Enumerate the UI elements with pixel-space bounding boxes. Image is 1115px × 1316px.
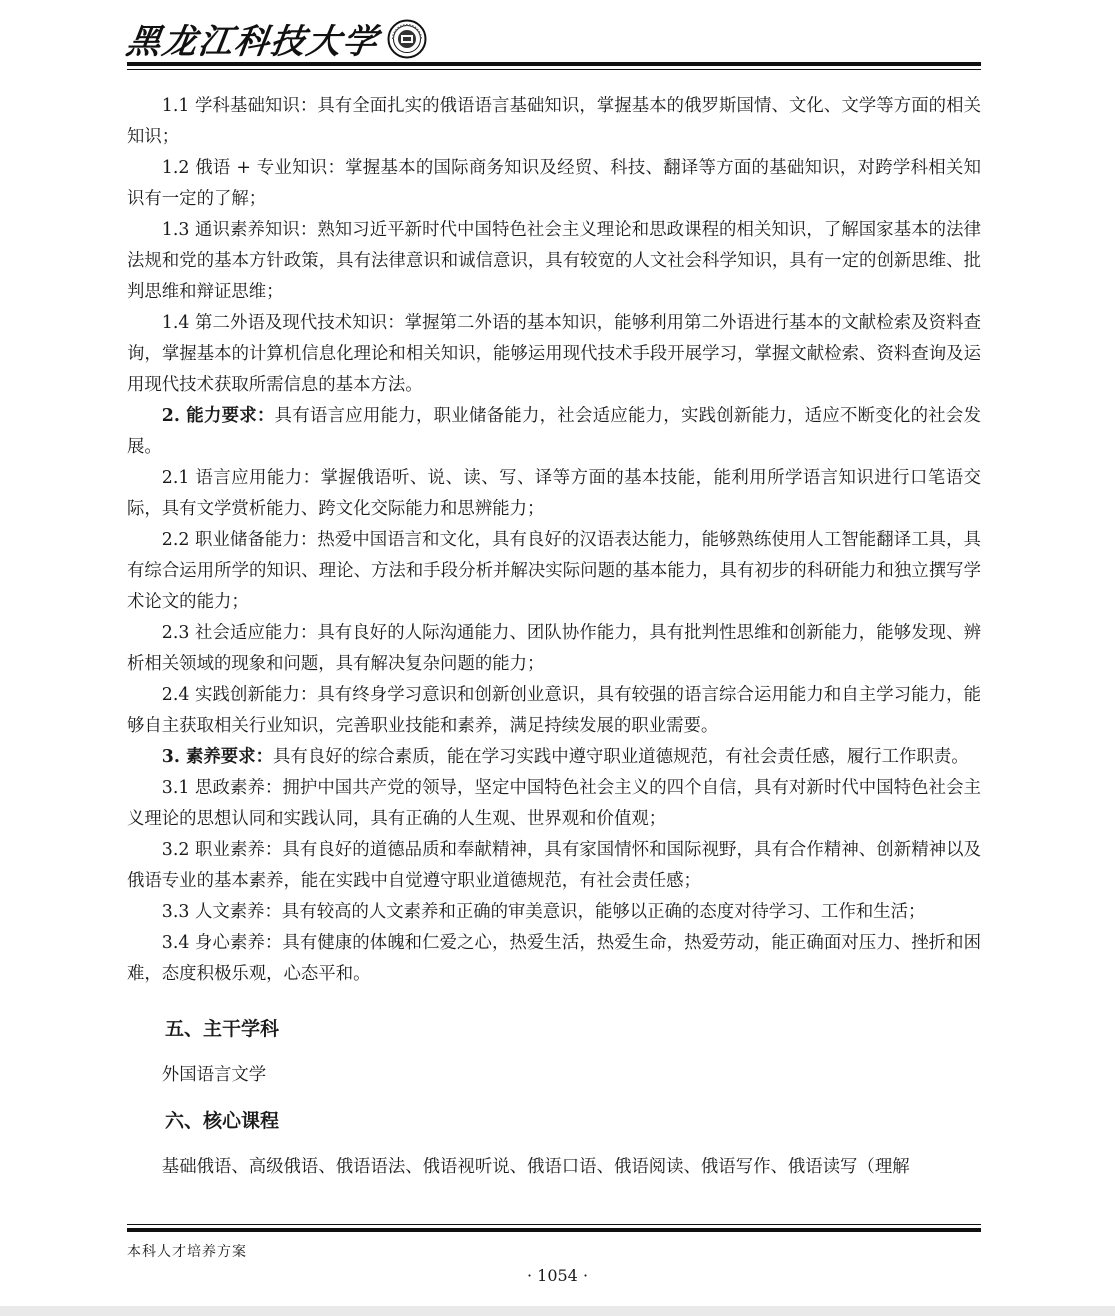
footer-document-name: 本科人才培养方案: [127, 1244, 247, 1260]
section-6-body: 基础俄语、高级俄语、俄语语法、俄语视听说、俄语口语、俄语阅读、俄语写作、俄语读写（理解: [161, 1157, 910, 1177]
document-body: [127, 91, 981, 1190]
ability-text: 具有语言应用能力，职业储备能力，社会适应能力，实践创新能力，适应不断变化的社会发展。: [127, 406, 981, 457]
paragraph-2-4: 2.4 实践创新能力：具有终身学习意识和创新创业意识，具有较强的语言综合运用能力和自主学习能力，能够自主获取相关行业知识，完善职业技能和素养，满足持续发展的职业需要。: [127, 685, 981, 736]
header-rule-thin: [127, 69, 981, 70]
paragraph-3-3: 3.3 人文素养：具有较高的人文素养和正确的审美意识，能够以正确的态度对待学习、工作和生活；: [161, 902, 926, 922]
university-seal-icon: [387, 19, 427, 59]
header-rule-thick: [127, 62, 981, 66]
section-5-body: 外国语言文学: [161, 1065, 267, 1085]
paragraph-1-1: 1.1 学科基础知识：具有全面扎实的俄语语言基础知识，掌握基本的俄罗斯国情、文化、文学等方面的相关知识；: [127, 96, 981, 147]
paragraph-3-2: 3.2 职业素养：具有良好的道德品质和奉献精神，具有家国情怀和国际视野，具有合作精神、创新精神以及俄语专业的基本素养，能在实践中自觉遵守职业道德规范，有社会责任感；: [127, 840, 981, 891]
university-logo-text: 黑龙江科技大学: [123, 22, 382, 62]
paragraph-2-2: 2.2 职业储备能力：热爱中国语言和文化，具有良好的汉语表达能力，能够熟练使用人工智能翻译工具，具有综合运用所学的知识、理论、方法和手段分析并解决实际问题的基本能力，具有初步的科研能力和独立撰写学术论文的能力；: [127, 530, 981, 612]
footer-rule-thick: [127, 1228, 981, 1232]
paragraph-1-3: 1.3 通识素养知识：熟知习近平新时代中国特色社会主义理论和思政课程的相关知识，了解国家基本的法律法规和党的基本方针政策，具有法律意识和诚信意识，具有较宽的人文社会科学知识，具有一定的创新思维、批判思维和辩证思维；: [127, 220, 981, 302]
paragraph-1-2: 1.2 俄语 + 专业知识：掌握基本的国际商务知识及经贸、科技、翻译等方面的基础知识，对跨学科相关知识有一定的了解；: [127, 158, 981, 209]
page-header: [123, 14, 427, 63]
section-5-title: 五、主干学科: [165, 1018, 280, 1040]
paragraph-quality-requirements: [127, 742, 981, 773]
paragraph-3-4: 3.4 身心素养：具有健康的体魄和仁爱之心，热爱生活，热爱生命，热爱劳动，能正确面对压力、挫折和困难，态度积极乐观，心态平和。: [127, 933, 981, 984]
quality-heading: 3. 素养要求：: [161, 747, 273, 767]
page-number: · 1054 ·: [526, 1266, 589, 1285]
paragraph-1-4: 1.4 第二外语及现代技术知识：掌握第二外语的基本知识，能够利用第二外语进行基本的文献检索及资料查询，掌握基本的计算机信息化理论和相关知识，能够运用现代技术手段开展学习，掌握文献检索、资料查询及运用现代技术获取所需信息的基本方法。: [127, 313, 981, 395]
footer-rule-thin: [127, 1224, 981, 1225]
paragraph-2-3: 2.3 社会适应能力：具有良好的人际沟通能力、团队协作能力，具有批判性思维和创新能力，能够发现、辨析相关领域的现象和问题，具有解决复杂问题的能力；: [127, 623, 981, 674]
paragraph-ability-requirements: [127, 401, 981, 463]
ability-heading: 2. 能力要求：: [161, 406, 275, 426]
paragraph-3-1: 3.1 思政素养：拥护中国共产党的领导，坚定中国特色社会主义的四个自信，具有对新时代中国特色社会主义理论的思想认同和实践认同，具有正确的人生观、世界观和价值观；: [127, 778, 981, 829]
quality-text: 具有良好的综合素质，能在学习实践中遵守职业道德规范，有社会责任感，履行工作职责。: [272, 747, 969, 767]
section-6-title: 六、核心课程: [165, 1110, 280, 1132]
paragraph-2-1: 2.1 语言应用能力：掌握俄语听、说、读、写、译等方面的基本技能，能利用所学语言知识进行口笔语交际，具有文学赏析能力、跨文化交际能力和思辨能力；: [127, 468, 981, 519]
